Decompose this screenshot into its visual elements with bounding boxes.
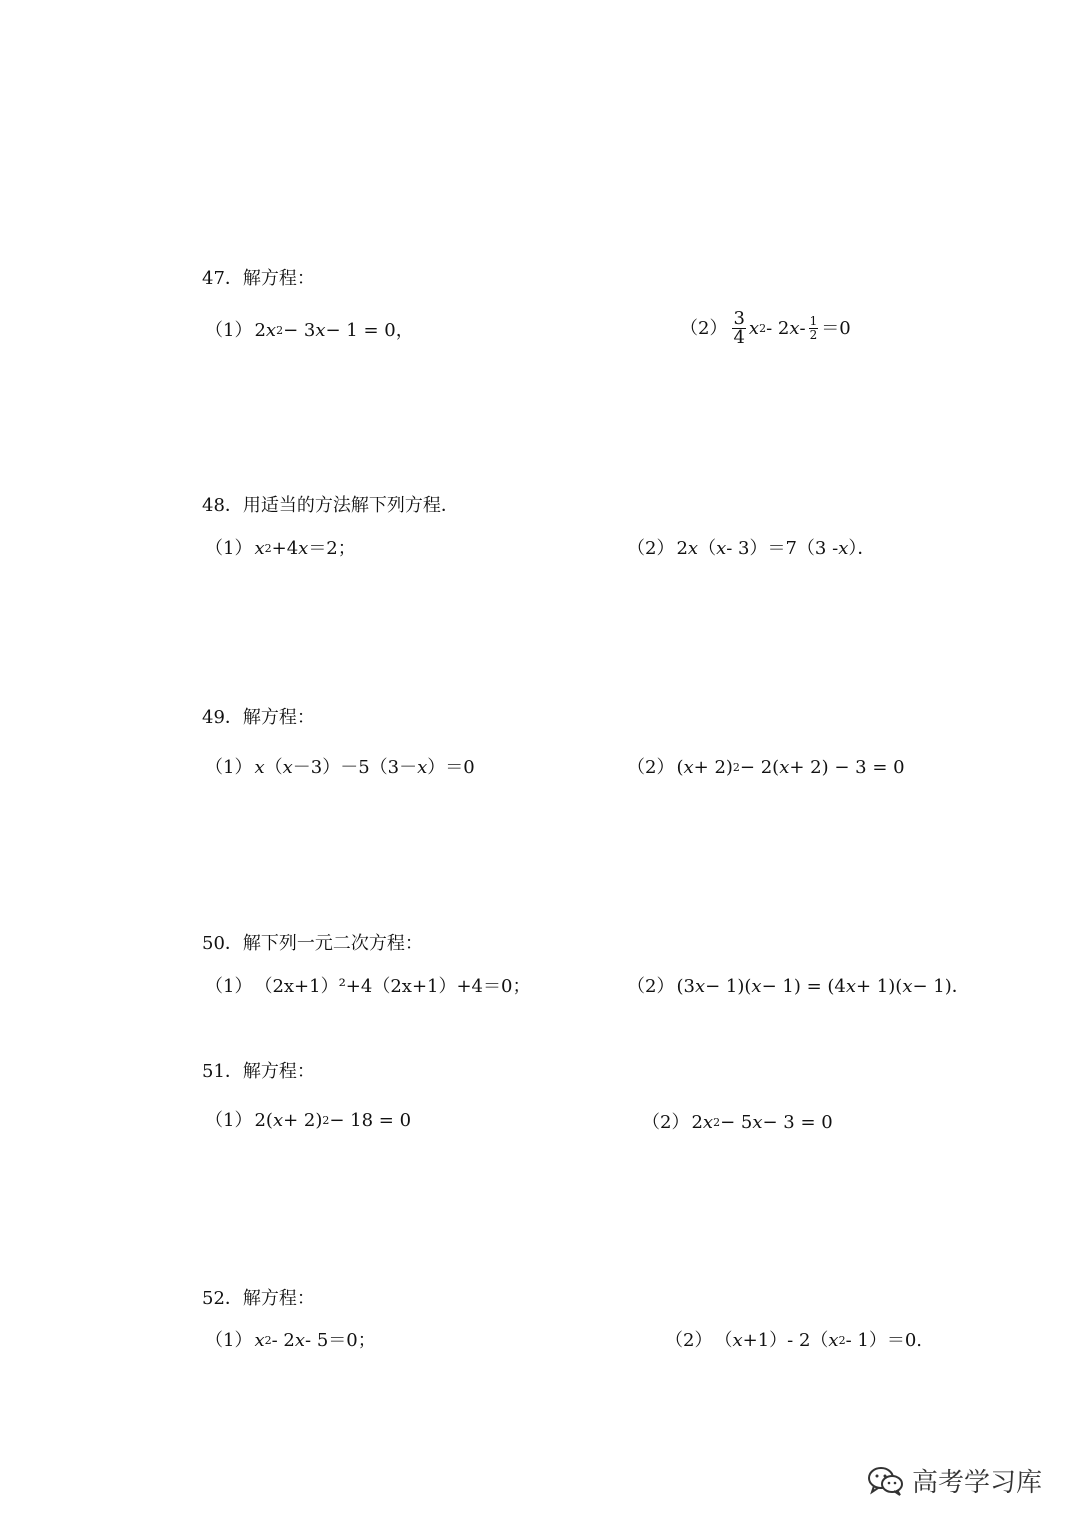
problem-48-title: 48．用适当的方法解下列方程．	[202, 495, 459, 516]
part-number: （1）	[205, 538, 253, 559]
problem-50-part-1	[205, 976, 530, 998]
part-number: （2）	[627, 757, 675, 778]
watermark	[866, 1462, 1042, 1499]
problem-51-title: 51．解方程：	[202, 1061, 315, 1082]
problem-50-part-2	[627, 976, 970, 998]
problem-51-part-2	[642, 1112, 833, 1134]
equation: 2( x + 2) 2 − 18 = 0	[254, 1110, 412, 1131]
equation: (3 x − 1)( x − 1) = (4 x + 1)( x − 1)．	[676, 976, 970, 997]
part-number: （2）	[665, 1330, 713, 1351]
equation: （ x +1）- 2（ x 2 - 1）＝0.	[714, 1330, 922, 1351]
part-number: （2）	[627, 538, 675, 559]
problem-49-part-1	[205, 757, 475, 779]
problem-48-part-1	[205, 538, 356, 560]
watermark-text: 高考学习库	[912, 1468, 1043, 1498]
equation: x 2 +4 x ＝2；	[254, 538, 356, 559]
problem-47-title: 47．解方程：	[202, 268, 315, 289]
equation: $\frac{3}{4}$ x 2 - 2 x - $\frac{1}{2}$ ＝0	[733, 308, 851, 348]
problem-52-part-2	[665, 1330, 922, 1352]
equation: ( x + 2) 2 − 2( x + 2) − 3 = 0	[676, 757, 905, 778]
fraction: $\frac{3}{4}$	[733, 308, 745, 348]
problem-49-title: 49．解方程：	[202, 707, 315, 728]
equation: （2x+1）²+4（2x+1）+4＝0；	[254, 976, 531, 997]
fraction: $\frac{1}{2}$	[809, 314, 818, 342]
part-number: （1）	[205, 320, 253, 341]
problem-52-part-1	[205, 1330, 376, 1352]
equation: x 2 - 2 x - 5＝0；	[254, 1330, 376, 1351]
problem-47-part-2	[680, 310, 851, 347]
part-number: （1）	[205, 757, 253, 778]
problem-50-title: 50．解下列一元二次方程：	[202, 933, 423, 954]
part-number: （1）	[205, 976, 253, 997]
part-number: （2）	[642, 1112, 690, 1133]
part-number: （1）	[205, 1330, 253, 1351]
part-number: （1）	[205, 1110, 253, 1131]
equation: 2 x （ x - 3）＝7（3 - x ）．	[676, 538, 876, 559]
equation: 2 x 2 − 5 x − 3 = 0	[691, 1112, 833, 1133]
equation: x （ x －3）－5（3－ x ）＝0	[254, 757, 475, 778]
problem-47-part-1	[205, 320, 414, 342]
problem-51-part-1	[205, 1110, 411, 1132]
problem-48-part-2	[627, 538, 875, 560]
part-number: （2）	[627, 976, 675, 997]
problem-49-part-2	[627, 757, 905, 779]
equation: 2 x 2 − 3 x − 1 = 0，	[254, 320, 414, 341]
problem-52-title: 52．解方程：	[202, 1288, 315, 1309]
wechat-icon	[866, 1464, 906, 1498]
part-number: （2）	[680, 317, 728, 339]
